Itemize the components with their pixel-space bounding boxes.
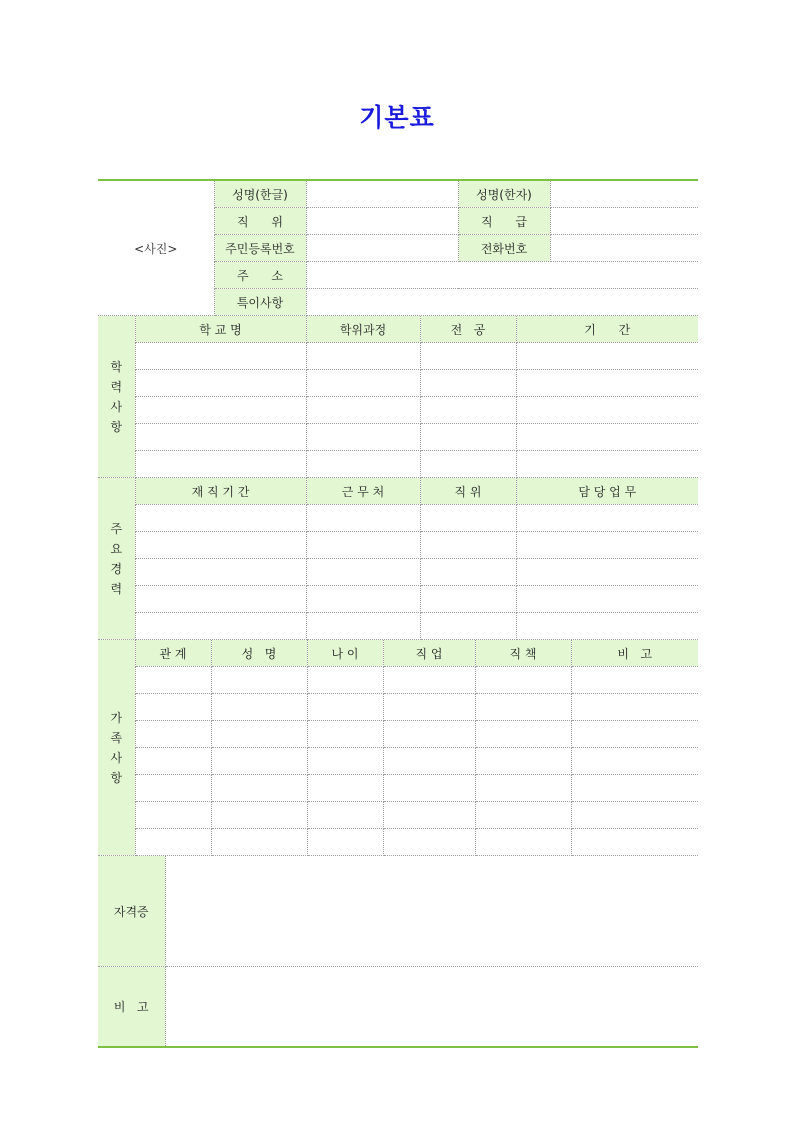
table-cell[interactable]: [307, 775, 383, 802]
table-cell[interactable]: [571, 829, 698, 856]
table-cell[interactable]: [516, 586, 698, 613]
license-field[interactable]: [165, 856, 698, 967]
table-cell[interactable]: [420, 586, 516, 613]
table-row: [98, 721, 698, 748]
career-header-position: 직 위: [420, 478, 516, 505]
table-row: [98, 802, 698, 829]
family-table: [98, 640, 698, 856]
table-cell[interactable]: [383, 667, 475, 694]
table-cell[interactable]: [306, 424, 420, 451]
table-cell[interactable]: [135, 748, 211, 775]
table-row: [98, 694, 698, 721]
name-hanja-field[interactable]: [550, 181, 698, 208]
table-cell[interactable]: [135, 829, 211, 856]
phone-label: 전화번호: [458, 235, 550, 262]
table-cell[interactable]: [135, 397, 306, 424]
note-field[interactable]: [165, 967, 698, 1047]
table-cell[interactable]: [135, 424, 306, 451]
family-header-note: 비 고: [571, 640, 698, 667]
table-cell[interactable]: [307, 721, 383, 748]
table-cell[interactable]: [135, 802, 211, 829]
table-cell[interactable]: [475, 667, 571, 694]
table-cell[interactable]: [135, 505, 306, 532]
table-row: [98, 667, 698, 694]
table-row: [98, 424, 698, 451]
family-header-job: 직 업: [383, 640, 475, 667]
table-cell[interactable]: [306, 532, 420, 559]
career-header-period: 재 직 기 간: [135, 478, 306, 505]
table-cell[interactable]: [420, 613, 516, 640]
table-cell[interactable]: [475, 829, 571, 856]
family-header-name: 성 명: [211, 640, 307, 667]
table-cell[interactable]: [383, 721, 475, 748]
personal-info-table: [98, 181, 698, 316]
table-cell[interactable]: [571, 667, 698, 694]
career-header-workplace: 근 무 처: [306, 478, 420, 505]
career-table: [98, 478, 698, 640]
family-side-label: 가 족 사 항: [98, 640, 135, 856]
table-cell[interactable]: [306, 559, 420, 586]
table-cell[interactable]: [516, 613, 698, 640]
table-cell[interactable]: [475, 748, 571, 775]
position-field[interactable]: [306, 208, 458, 235]
edu-header-major: 전 공: [420, 316, 516, 343]
table-cell[interactable]: [516, 451, 698, 478]
table-cell[interactable]: [475, 802, 571, 829]
license-notes-table: [98, 856, 698, 1046]
name-hanja-label: 성명(한자): [458, 181, 550, 208]
table-row: [98, 586, 698, 613]
table-cell[interactable]: [383, 829, 475, 856]
rank-field[interactable]: [550, 208, 698, 235]
table-cell[interactable]: [383, 775, 475, 802]
table-cell[interactable]: [135, 532, 306, 559]
license-label: 자격증: [98, 856, 165, 967]
education-table: [98, 316, 698, 478]
phone-field[interactable]: [550, 235, 698, 262]
table-cell[interactable]: [211, 721, 307, 748]
career-header-duties: 담 당 업 무: [516, 478, 698, 505]
table-cell[interactable]: [571, 694, 698, 721]
table-row: [98, 343, 698, 370]
table-cell[interactable]: [420, 532, 516, 559]
remarks-label: 특이사항: [214, 289, 306, 316]
table-cell[interactable]: [306, 586, 420, 613]
table-cell[interactable]: [383, 802, 475, 829]
table-cell[interactable]: [307, 667, 383, 694]
table-cell[interactable]: [135, 343, 306, 370]
table-cell[interactable]: [307, 694, 383, 721]
table-cell[interactable]: [211, 694, 307, 721]
table-cell[interactable]: [307, 802, 383, 829]
table-row: [98, 505, 698, 532]
table-cell[interactable]: [516, 505, 698, 532]
table-cell[interactable]: [211, 748, 307, 775]
table-row: [98, 532, 698, 559]
table-cell[interactable]: [306, 451, 420, 478]
table-row: [98, 451, 698, 478]
table-cell[interactable]: [420, 370, 516, 397]
table-cell[interactable]: [516, 370, 698, 397]
edu-header-degree: 학위과정: [306, 316, 420, 343]
table-cell[interactable]: [420, 343, 516, 370]
table-cell[interactable]: [306, 505, 420, 532]
table-cell[interactable]: [420, 397, 516, 424]
table-cell[interactable]: [420, 451, 516, 478]
table-cell[interactable]: [211, 829, 307, 856]
table-cell[interactable]: [516, 424, 698, 451]
table-cell[interactable]: [571, 775, 698, 802]
photo-box[interactable]: [98, 181, 214, 316]
table-row: [98, 775, 698, 802]
table-cell[interactable]: [571, 721, 698, 748]
table-cell[interactable]: [420, 424, 516, 451]
table-cell[interactable]: [135, 694, 211, 721]
education-side-label: 학 력 사 항: [98, 316, 135, 478]
table-cell[interactable]: [135, 667, 211, 694]
table-row: [98, 397, 698, 424]
table-cell[interactable]: [516, 397, 698, 424]
table-row: [98, 559, 698, 586]
table-cell[interactable]: [516, 559, 698, 586]
position-label: 직 위: [214, 208, 306, 235]
note-label: 비 고: [98, 967, 165, 1047]
table-cell[interactable]: [307, 748, 383, 775]
table-cell[interactable]: [135, 370, 306, 397]
table-cell[interactable]: [306, 343, 420, 370]
table-cell[interactable]: [135, 775, 211, 802]
resident-no-label: 주민등록번호: [214, 235, 306, 262]
family-header-age: 나 이: [307, 640, 383, 667]
table-row: [98, 370, 698, 397]
table-cell[interactable]: [420, 505, 516, 532]
table-cell[interactable]: [383, 694, 475, 721]
edu-header-period: 기 간: [516, 316, 698, 343]
address-label: 주 소: [214, 262, 306, 289]
table-row: [98, 613, 698, 640]
name-kor-field[interactable]: [306, 181, 458, 208]
table-cell[interactable]: [135, 451, 306, 478]
family-header-relation: 관 계: [135, 640, 211, 667]
table-cell[interactable]: [383, 748, 475, 775]
table-cell[interactable]: [306, 397, 420, 424]
table-cell[interactable]: [135, 586, 306, 613]
resident-no-field[interactable]: [306, 235, 458, 262]
table-cell[interactable]: [211, 667, 307, 694]
table-cell[interactable]: [475, 721, 571, 748]
table-cell[interactable]: [306, 370, 420, 397]
basic-form: [98, 179, 698, 1048]
table-cell[interactable]: [211, 775, 307, 802]
table-cell[interactable]: [475, 694, 571, 721]
table-cell[interactable]: [571, 748, 698, 775]
rank-label: 직 급: [458, 208, 550, 235]
table-cell[interactable]: [516, 343, 698, 370]
table-cell[interactable]: [475, 775, 571, 802]
table-cell[interactable]: [135, 721, 211, 748]
photo-label: <사진>: [134, 241, 178, 256]
table-cell[interactable]: [307, 829, 383, 856]
table-cell[interactable]: [135, 613, 306, 640]
table-row: [98, 829, 698, 856]
remarks-field[interactable]: [306, 289, 698, 316]
family-header-title: 직 책: [475, 640, 571, 667]
address-field[interactable]: [306, 262, 698, 289]
table-cell[interactable]: [420, 559, 516, 586]
career-side-label: 주 요 경 력: [98, 478, 135, 640]
table-cell[interactable]: [571, 802, 698, 829]
table-cell[interactable]: [516, 532, 698, 559]
name-kor-label: 성명(한글): [214, 181, 306, 208]
table-cell[interactable]: [306, 613, 420, 640]
table-cell[interactable]: [135, 559, 306, 586]
page-title: 기본표: [359, 103, 435, 132]
table-row: [98, 748, 698, 775]
table-cell[interactable]: [211, 802, 307, 829]
edu-header-school: 학 교 명: [135, 316, 306, 343]
